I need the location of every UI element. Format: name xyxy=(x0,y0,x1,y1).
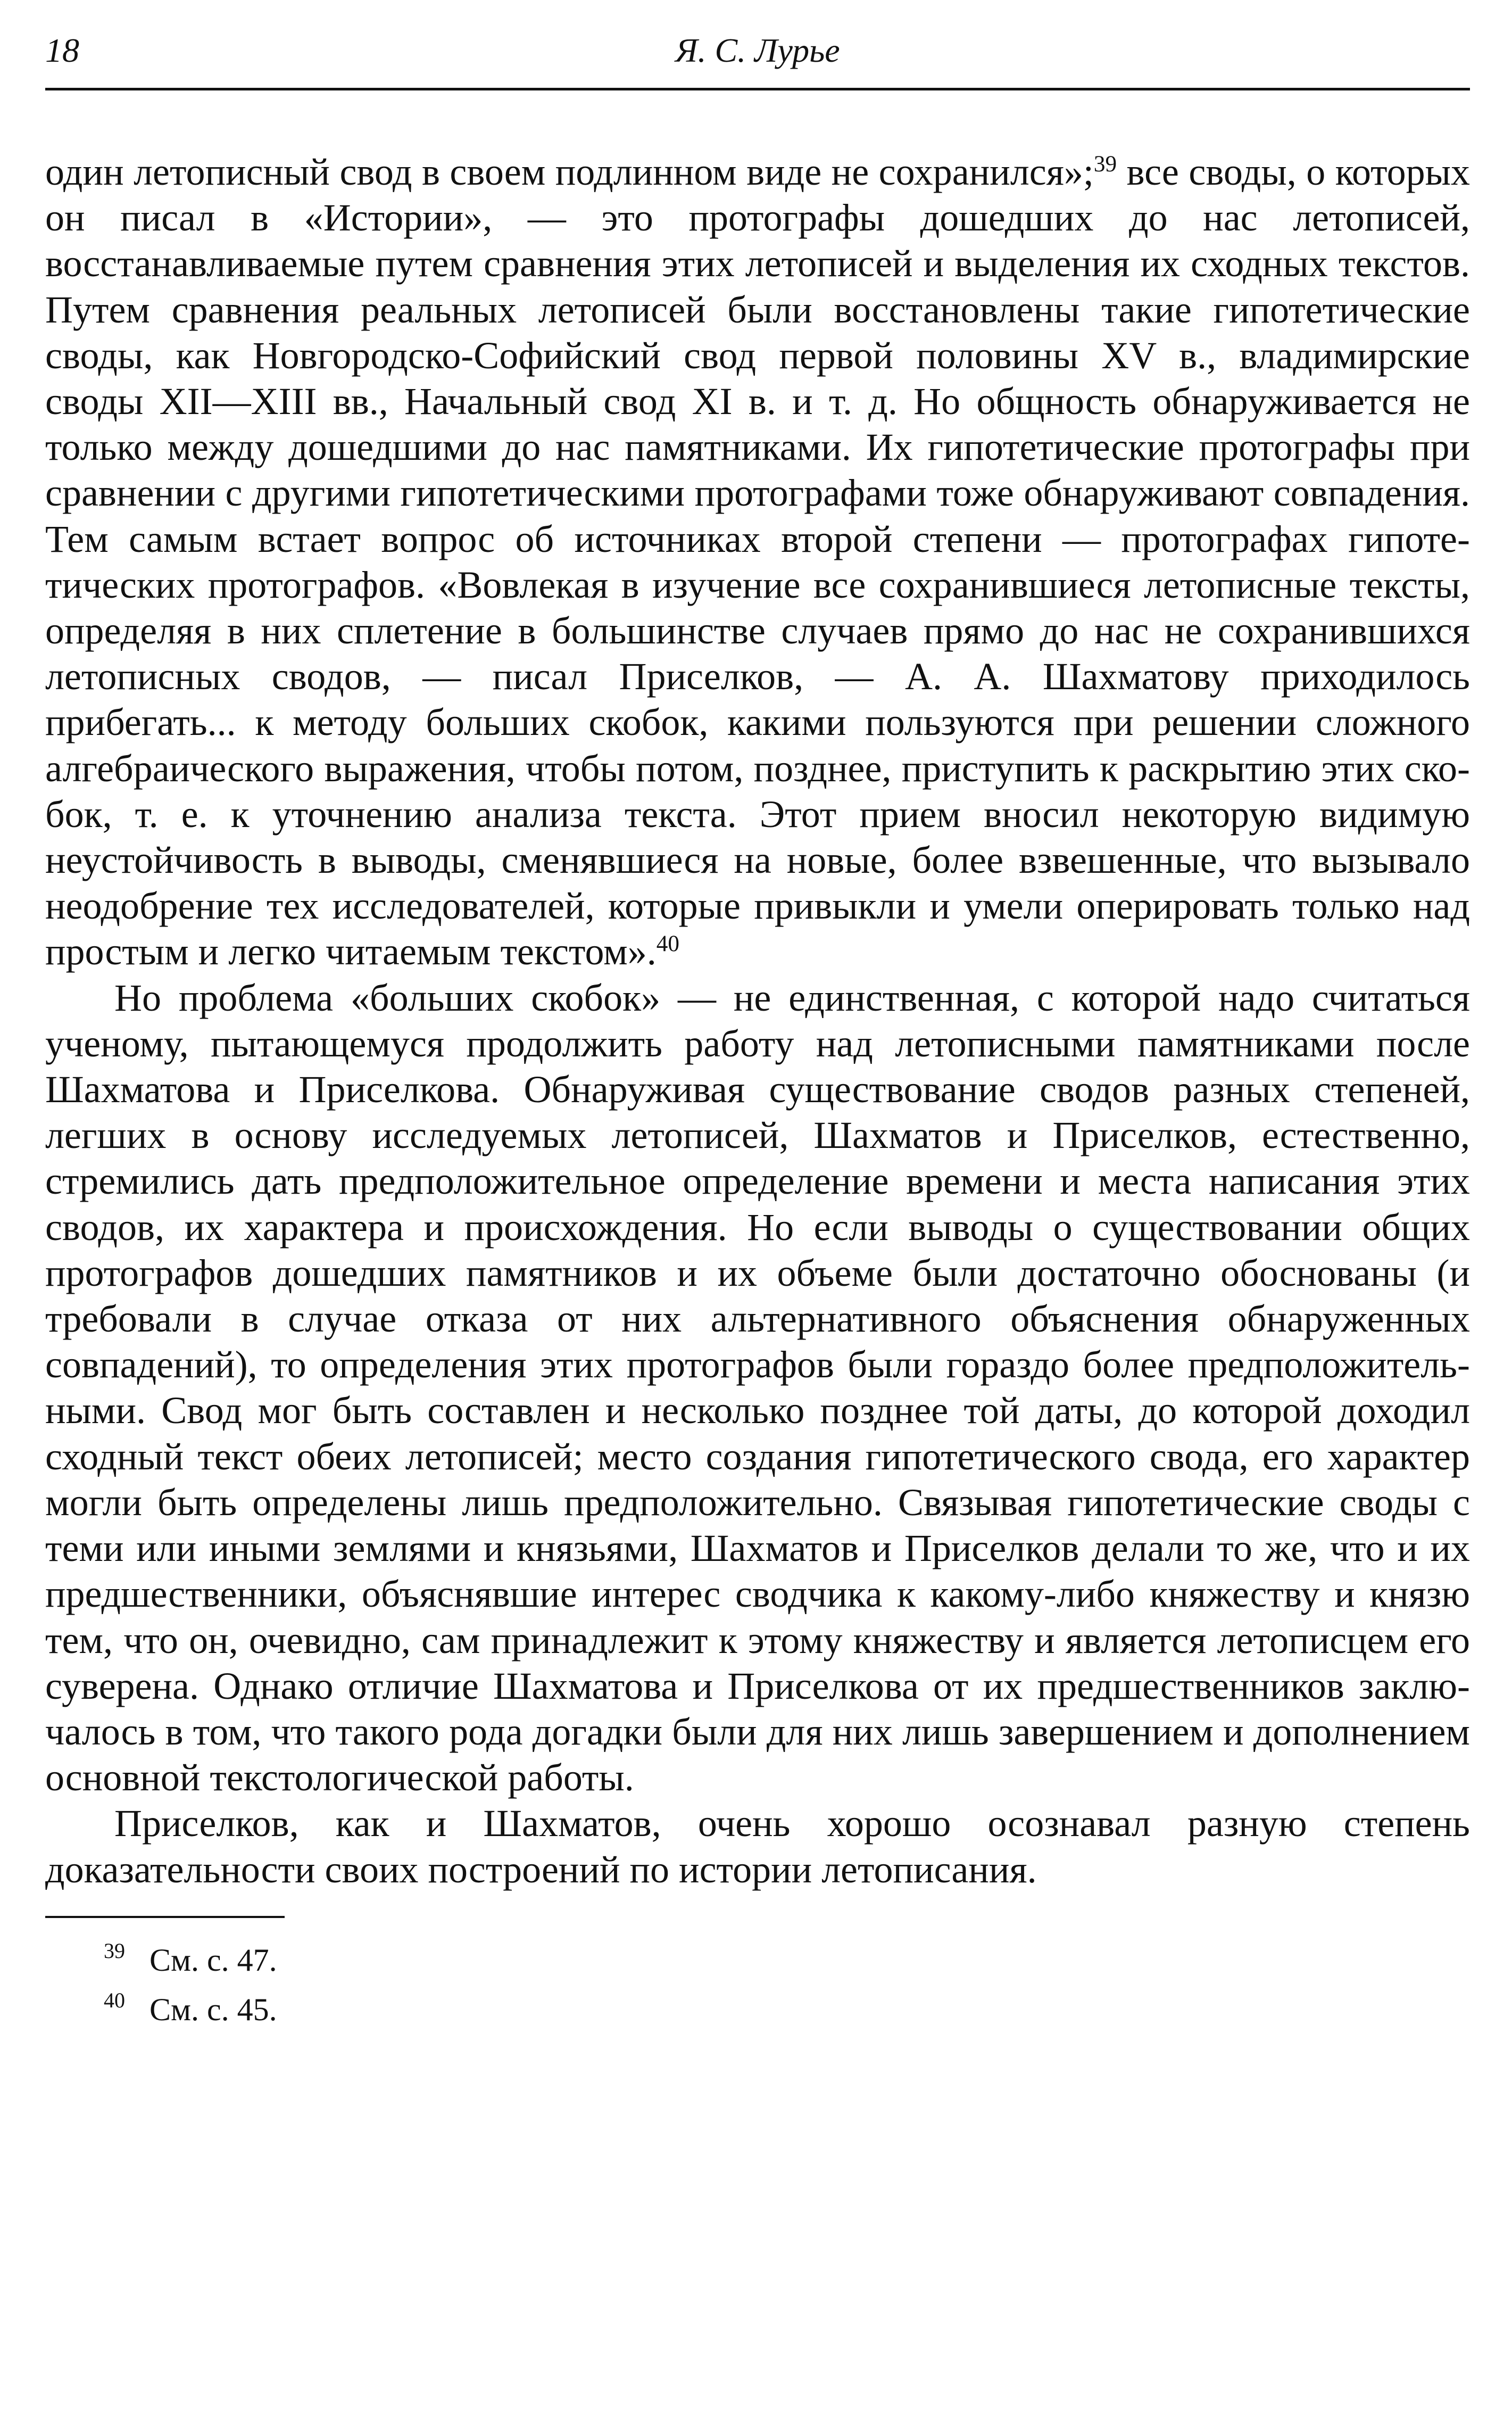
footnote-ref-39: 39 xyxy=(1093,152,1117,177)
paragraph-1-text-start: один летописный свод в своем подлинном виде не сохранился»; xyxy=(45,151,1094,193)
body-text xyxy=(45,149,1470,1892)
footnote-marker: 40 xyxy=(104,1988,125,2012)
footnote-ref-40: 40 xyxy=(656,931,679,957)
footnote-39 xyxy=(104,1931,1470,1980)
paragraph-3: Приселков, как и Шахматов, очень хорошо осознавал разную степень доказательности своих построений по истории летописания. xyxy=(45,1802,1470,1891)
footnotes xyxy=(104,1931,1470,2030)
book-page xyxy=(45,21,1470,2030)
paragraph-2: Но проблема «больших скобок» — не единственная, с которой надо считаться ученому, пытающемуся продолжить работу над летописными памятниками после Шахматова и Приселкова. Обнаруживая существование сводов разных степеней, легших в основу исследуемых летописей, Шахматов и Приселков, естественно, стремились дать предположительное определение времени и места написания этих сводов, их характера и происхождения. Но если выводы о существовании общих протографов дошедших памятников и их объеме были достаточно обоснованы (и требовали в случае отказа от них альтернативного объяснения обнаруженных совпадений), то определения этих протографов были гораздо более предположительными. Свод мог быть составлен и несколько позднее той даты, до которой доходил сходный текст обеих летописей; место создания гипотетического свода, его характер могли быть определены лишь предположительно. Связывая гипотетические своды с теми или иными землями и князьями, Шахматов и Приселков делали то же, что и их предшественники, объяснявшие интерес сводчика к какому-либо княжеству и князю тем, что он, очевидно, сам принадлежит к этому княжеству и является летописцем его суверена. Однако отличие Шахматова и Приселкова от их предшественников заключалось в том, что такого рода догадки были для них лишь завершением и дополнением основной текстологической работы. xyxy=(45,976,1470,1799)
footnote-divider xyxy=(45,1916,285,1918)
footnote-marker: 39 xyxy=(104,1938,125,1963)
page-header xyxy=(45,21,1470,90)
running-head: Я. С. Лурье xyxy=(675,31,840,69)
footnote-text: См. с. 45. xyxy=(149,1991,277,2027)
footnote-text: См. с. 47. xyxy=(149,1942,277,1978)
paragraph-1 xyxy=(45,149,1470,975)
page-number: 18 xyxy=(45,31,79,69)
paragraph-1-text-main: все своды, о которых он писал в «Истории», — это протографы дошедших до нас летописей, восстанавливаемые путем сравнения этих летописей и выделения их сходных текстов. Путем сравнения реальных летописей были восстановлены такие гипотетические своды, как Новгородско-Софийский свод первой половины XV в., владимирские своды XII—XIII вв., Начальный свод XI в. и т. д. Но общность обнаруживается не только между дошедшими до нас памятниками. Их гипотетические протографы при сравнении с другими гипотетическими протографами тоже обнаруживают совпадения. Тем самым встает вопрос об источниках второй степени — протографах гипотетических протографов. «Вовлекая в изучение все сохранившиеся летописные тексты, определяя в них сплетение в большинстве случаев прямо до нас не сохранившихся летописных сводов, — писал Приселков, — А. А. Шахматову приходилось прибегать... к методу больших скобок, какими пользуются при решении сложного алгебраического выражения, чтобы потом, позднее, приступить к раскрытию этих скобок, т. е. к уточнению анализа текста. Этот прием вносил некоторую видимую неустойчивость в выводы, сменявшиеся на новые, более взвешенные, что вызывало неодобрение тех исследователей, которые привыкли и умели оперировать только над простым и легко читаемым текстом». xyxy=(45,151,1470,973)
footnote-40 xyxy=(104,1980,1470,2030)
